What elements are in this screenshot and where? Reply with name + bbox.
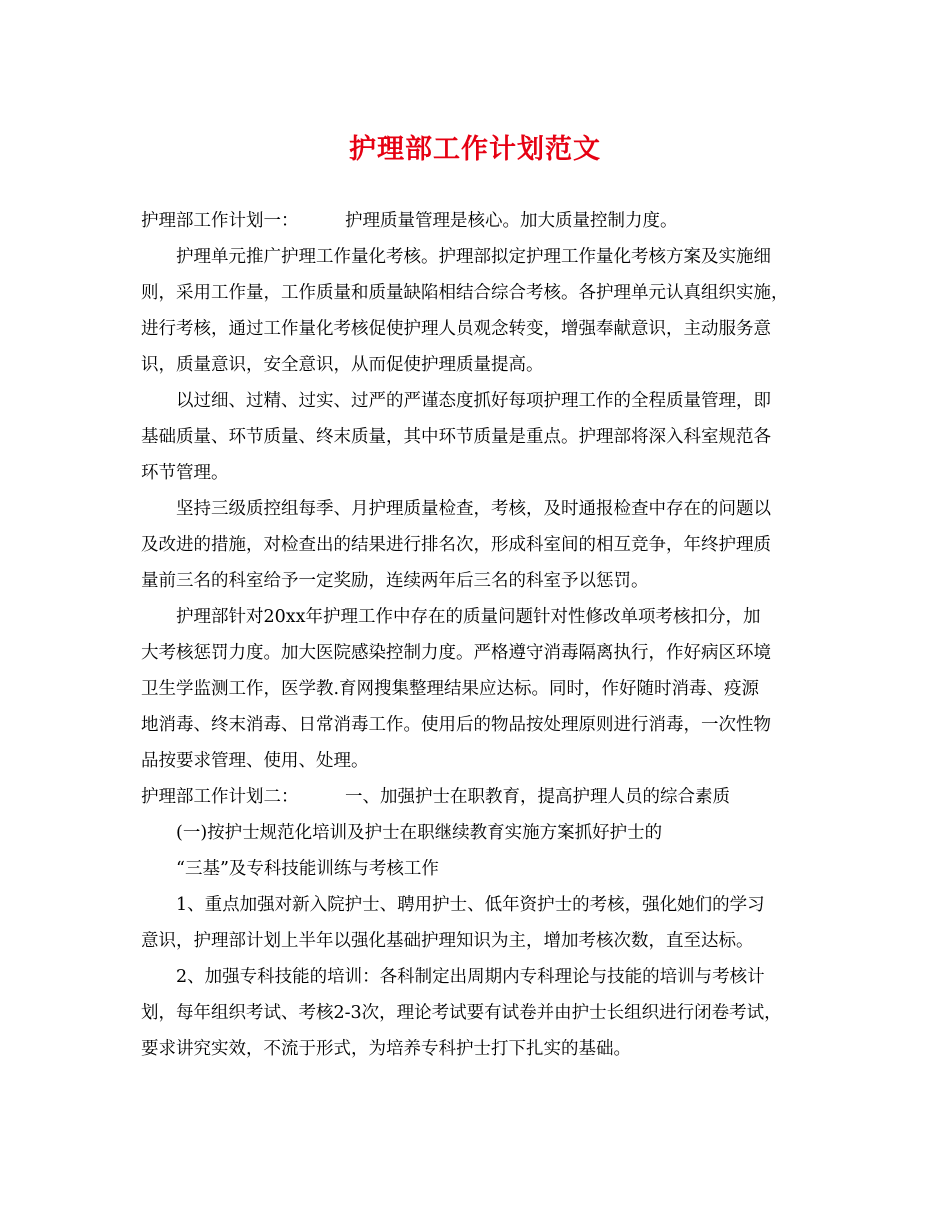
- plan-two-topic: 一、加强护士在职教育，提高护理人员的综合素质: [345, 787, 730, 807]
- paragraph-line: “三基”及专科技能训练与考核工作: [176, 859, 439, 879]
- plan-two-heading: [141, 784, 821, 810]
- paragraph-line: 量前三名的科室给予一定奖励，连续两年后三名的科室予以惩罚。: [141, 571, 649, 591]
- paragraph-line: 要求讲究实效，不流于形式，为培养专科护士打下扎实的基础。: [141, 1039, 631, 1059]
- paragraph-line: 以过细、过精、过实、过严的严谨态度抓好每项护理工作的全程质量管理，即: [176, 391, 771, 411]
- plan-one-heading: [141, 208, 821, 234]
- paragraph-line: (一)按护士规范化培训及护士在职继续教育实施方案抓好护士的: [176, 823, 663, 843]
- paragraph-line: 护理部针对20xx年护理工作中存在的质量问题针对性修改单项考核扣分，加: [176, 607, 761, 627]
- paragraph-line: 2、加强专科技能的培训：各科制定出周期内专科理论与技能的培训与考核计: [176, 967, 765, 987]
- paragraph-line: 进行考核，通过工作量化考核促使护理人员观念转变，增强奉献意识，主动服务意: [141, 319, 771, 339]
- paragraph-line: 则，采用工作量，工作质量和质量缺陷相结合综合考核。各护理单元认真组织实施，: [141, 283, 789, 303]
- plan-two-label: 护理部工作计划二：: [141, 787, 299, 807]
- paragraph-line: 划，每年组织考试、考核2-3次，理论考试要有试卷并由护士长组织进行闭卷考试，: [141, 1003, 782, 1023]
- paragraph-line: 基础质量、环节质量、终末质量，其中环节质量是重点。护理部将深入科室规范各: [141, 427, 771, 447]
- document-title: 护理部工作计划范文: [349, 134, 601, 165]
- paragraph-line: 1、重点加强对新入院护士、聘用护士、低年资护士的考核，强化她们的学习: [176, 895, 765, 915]
- paragraph-line: 大考核惩罚力度。加大医院感染控制力度。严格遵守消毒隔离执行，作好病区环境: [141, 643, 771, 663]
- paragraph-line: 地消毒、终末消毒、日常消毒工作。使用后的物品按处理原则进行消毒，一次性物: [141, 715, 771, 735]
- paragraph-line: 坚持三级质控组每季、月护理质量检查，考核，及时通报检查中存在的问题以: [176, 499, 771, 519]
- paragraph-line: 识，质量意识，安全意识，从而促使护理质量提高。: [141, 355, 544, 375]
- plan-one-label: 护理部工作计划一：: [141, 211, 299, 231]
- paragraph-line: 意识，护理部计划上半年以强化基础护理知识为主，增加考核次数，直至达标。: [141, 931, 754, 951]
- paragraph-line: 及改进的措施，对检查出的结果进行排名次，形成科室间的相互竞争，年终护理质: [141, 535, 771, 555]
- paragraph-line: 护理单元推广护理工作量化考核。护理部拟定护理工作量化考核方案及实施细: [176, 247, 771, 267]
- plan-one-topic: 护理质量管理是核心。加大质量控制力度。: [345, 211, 678, 231]
- paragraph-line: 品按要求管理、使用、处理。: [141, 751, 369, 771]
- paragraph-line: 卫生学监测工作，医学教.育网搜集整理结果应达标。同时，作好随时消毒、疫源: [141, 679, 760, 699]
- paragraph-line: 环节管理。: [141, 463, 229, 483]
